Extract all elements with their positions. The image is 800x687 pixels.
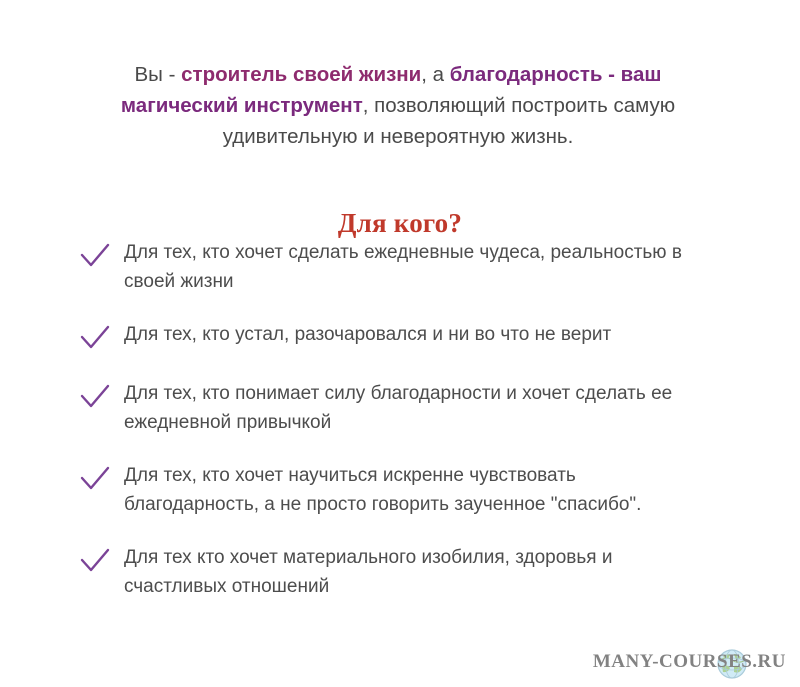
list-item [78, 238, 728, 296]
list-item-label: Для тех, кто понимает силу благодарности и хочет сделать ее ежедневной привычкой [124, 383, 673, 433]
intro-accent-gratitude: благодарность - ваш магический инструмент [120, 62, 662, 117]
list-item-label: Для тех кто хочет материального изобилия, здоровья и счастливых отношений [124, 547, 613, 597]
list-item [78, 379, 728, 437]
list-item-label: Для тех, кто хочет научиться искренне чувствовать благодарность, а не просто говорить заученное "спасибо". [124, 465, 642, 515]
list-item-label: Для тех, кто хочет сделать ежедневные чудеса, реальностью в своей жизни [124, 242, 682, 292]
list-item [78, 543, 728, 601]
intro-text-part1: Вы - [134, 62, 182, 86]
check-icon [78, 466, 112, 496]
list-item [78, 461, 728, 519]
check-icon [78, 548, 112, 578]
section-heading: Для кого? [337, 208, 463, 239]
list-item-label: Для тех, кто устал, разочаровался и ни во что не верит [124, 324, 612, 345]
intro-text-part3: , позволяющий построить самую удивительную и невероятную жизнь. [222, 93, 676, 148]
check-icon [78, 384, 112, 414]
benefits-list [78, 238, 728, 625]
watermark-text: MANY-COURSES.RU [592, 651, 786, 672]
check-icon [78, 325, 112, 355]
list-item [78, 320, 728, 355]
check-icon [78, 243, 112, 273]
intro-text-part2: , а [421, 62, 450, 86]
intro-paragraph [78, 59, 718, 152]
intro-accent-builder: строитель своей жизни [181, 62, 422, 86]
watermark [593, 651, 786, 673]
